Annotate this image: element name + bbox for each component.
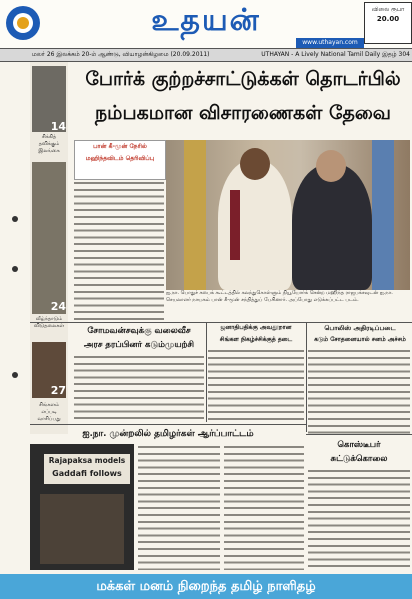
person-left-head (240, 148, 270, 180)
crowd (40, 494, 124, 564)
subhead-line-1: பான் கீ-மூன் நேரில் (93, 143, 147, 150)
story-text (308, 350, 410, 434)
story-text (138, 446, 220, 570)
teaser-photo-people[interactable] (32, 162, 66, 314)
sun-emblem-icon (4, 4, 42, 42)
teaser-page-number: 14 (50, 120, 66, 133)
story-somawansa-headline[interactable] (74, 324, 204, 354)
placard (44, 454, 130, 484)
story-title-line: கொஸ்டீபர் (337, 440, 381, 450)
dateline-bar (0, 48, 412, 62)
flag (372, 140, 394, 290)
teaser-caption: சிக்கித் தவிக்கும் இலங்கை (38, 134, 60, 154)
photo-caption: ஐ.நா. பொதுச் சபைக் கூட்டத்தில் கலந்துகொள்ளும் நியூயோர்க் சென்ற மஹிந்த ராஜபக்சவுடன் ஐ.நா. செயலாளர் நாயகம் பான் கீ-மூன் சந்தித்துப் பேசினார். அப்போது எடுக்கப்பட்ட படம். (166, 290, 393, 303)
sidebar-teasers (30, 62, 68, 434)
story-text (308, 470, 410, 570)
story-text (74, 356, 204, 424)
divider (30, 424, 306, 425)
footer-banner (0, 574, 412, 599)
binder-hole (12, 216, 18, 222)
story-police-headline[interactable] (308, 322, 412, 348)
dateline-right: UTHAYAN - A Lively National Tamil Daily இதழ் 304 (261, 51, 410, 58)
story-title-line: சோமவன்சவுக்கு வலைவீச (87, 326, 191, 336)
protest-photo[interactable] (30, 444, 134, 570)
price-value: 20.00 (376, 15, 400, 23)
price-box (364, 2, 412, 44)
masthead (0, 0, 412, 48)
story-text (208, 350, 304, 422)
story-title-line: பொலிஸ் அதிரடிப்படை (324, 324, 396, 332)
subhead-line-2: மஹிந்தவிடம் தெரிவிப்பு (85, 155, 155, 162)
divider (306, 434, 412, 435)
price-label: விலை ரூபா (371, 6, 405, 13)
newspaper-title: உதயன் (151, 3, 261, 38)
flag (184, 140, 206, 290)
placard-line-2: Gaddafi follows (52, 469, 122, 478)
binder-hole (12, 266, 18, 272)
lead-story-text (74, 182, 164, 320)
headline-line-1: போர்க் குற்றச்சாட்டுக்கள் தொடர்பில் (85, 68, 401, 90)
lead-headline[interactable] (74, 62, 412, 136)
teaser-caption: சிங்களம் எப்படி வாசிப்பது (37, 402, 61, 422)
story-title-line: கடும் சோதனையால் சனம் அச்சம் (314, 336, 406, 343)
lead-subhead (74, 140, 166, 180)
divider (206, 322, 207, 422)
divider (306, 322, 307, 432)
website-url[interactable]: www.uthayan.com (296, 38, 364, 48)
text-lines (74, 182, 164, 320)
headline-line-2: நம்பகமான விசாரணைகள் தேவை (94, 102, 391, 124)
placard-line-1: Rajapaksa models (48, 456, 126, 465)
story-shooting-headline[interactable] (308, 438, 410, 466)
banner-slogan: மக்கள் மனம் நிறைந்த தமிழ் நாளிதழ் (96, 579, 316, 594)
story-title-line: சுட்டுக்கொலை (330, 454, 388, 464)
binder-hole (12, 372, 18, 378)
story-title-line: அரச தரப்பினர் கடும்முயற்சி (83, 340, 195, 350)
teaser-page-number: 24 (50, 300, 66, 313)
teaser-caption: வீழ்ந்தாடும் விடுதலைகள் (34, 316, 64, 329)
person-right-head (316, 150, 346, 182)
dateline-left: மலர் 26 இலக்கம் 20-ம் ஆண்டு, வியாழன்கிழமை (20.09.2011) (32, 51, 210, 58)
teaser-page-number: 27 (50, 384, 66, 397)
person-right (292, 164, 372, 290)
story-president-headline[interactable] (208, 322, 304, 348)
story-text (224, 446, 304, 570)
lead-photo[interactable] (166, 140, 410, 290)
shawl (230, 190, 240, 260)
story-title-line: ஜனாதிபதிக்கு அவதூறான (220, 324, 292, 331)
story-title-line: சிங்கள நிகழ்ச்சிக்குத் தடை (219, 336, 293, 343)
un-protest-headline[interactable]: ஐ.நா. முன்றலில் தமிழர்கள் ஆர்ப்பாட்டம் (82, 429, 254, 439)
